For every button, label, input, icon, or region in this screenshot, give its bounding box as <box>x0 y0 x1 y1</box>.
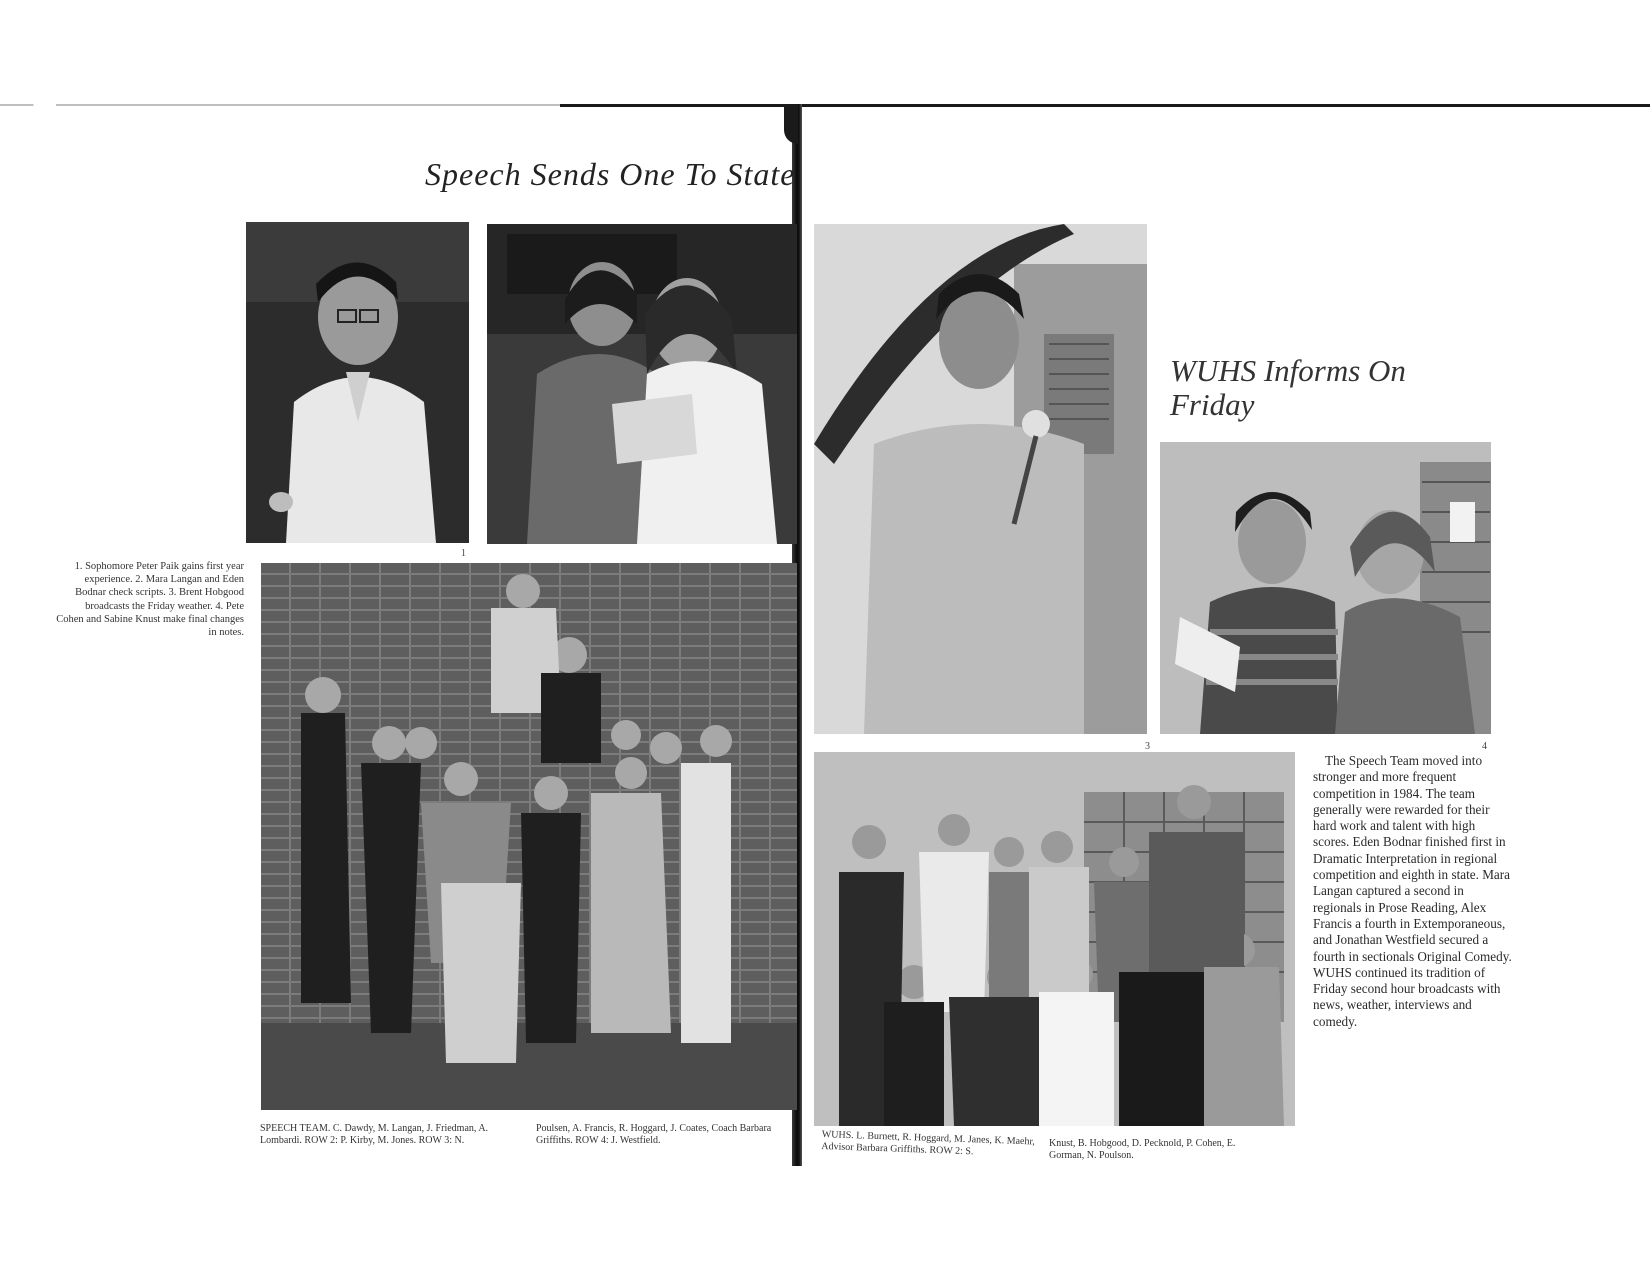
photo-peter-paik <box>246 222 469 543</box>
photo-brent-hobgood <box>814 224 1147 734</box>
article-body <box>1313 753 1513 1030</box>
right-page-headline: WUHS Informs On Friday <box>1170 353 1406 422</box>
photo-number-3: 3 <box>1145 741 1150 752</box>
photo-number-4: 4 <box>1482 741 1487 752</box>
numbered-caption: 1. Sophomore Peter Paik gains first year experience. 2. Mara Langan and Eden Bodnar check scripts. 3. Brent Hobgood broadcasts the Friday weather. 4. Pete Cohen and Sabine Knust make final changes in notes. <box>56 561 244 639</box>
photo-cohen-knust <box>1160 442 1491 734</box>
photo-number-1: 1 <box>461 548 466 559</box>
wuhs-caption-col2: Knust, B. Hobgood, D. Pecknold, P. Cohen, E. Gorman, N. Poulson. <box>1049 1138 1236 1161</box>
photo-langan-bodnar <box>487 224 797 544</box>
photo-speech-team <box>261 563 797 1110</box>
photo-wuhs-group <box>814 752 1295 1126</box>
speech-team-caption-col2: Poulsen, A. Francis, R. Hoggard, J. Coates, Coach Barbara Griffiths. ROW 4: J. Westfield. <box>536 1123 772 1146</box>
left-page-headline: Speech Sends One To State <box>425 156 795 192</box>
spine-curl <box>784 104 798 144</box>
article-body-paragraph: The Speech Team moved into stronger and more frequent competition in 1984. The team generally were rewarded for their hard work and talent with high scores. Eden Bodnar finished first in Dramatic Interpretation in regional competition and eighth in state. Mara Langan captured a second in regionals in Prose Reading, Alex Francis a fourth in Extemporaneous, and Jonathan Westfield secured a fourth in sectionals Original Comedy. WUHS continued its tradition of Friday second hour broadcasts with news, weather, interviews and comedy. <box>1313 753 1512 1029</box>
speech-team-caption-col1: SPEECH TEAM. C. Dawdy, M. Langan, J. Friedman, A. Lombardi. ROW 2: P. Kirby, M. Jones. ROW 3: N. <box>260 1123 489 1146</box>
wuhs-caption-col1: WUHS. L. Burnett, R. Hoggard, M. Janes, K. Maehr, Advisor Barbara Griffiths. ROW 2: S. <box>821 1129 1036 1158</box>
scan-edge-left <box>0 104 560 106</box>
scan-edge-right <box>560 104 1650 107</box>
